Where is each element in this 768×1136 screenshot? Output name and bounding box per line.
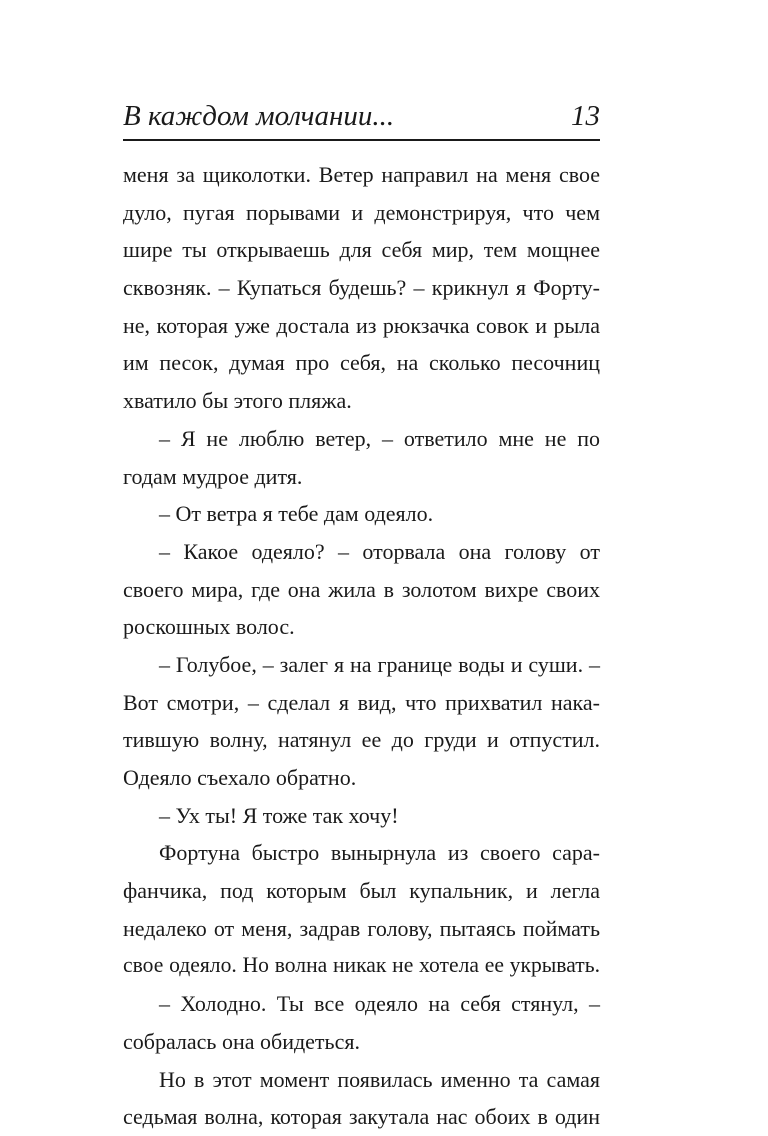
text-line: свое одеяло. Но волна никак не хотела ее укрывать. bbox=[123, 953, 600, 978]
text-line: – Какое одеяло? – оторвала она голову от bbox=[159, 538, 600, 564]
running-head bbox=[123, 96, 600, 136]
text-line: недалеко от меня, задрав голову, пытаясь поймать bbox=[123, 915, 600, 941]
text-line: – Холодно. Ты все одеяло на себя стянул, – bbox=[159, 991, 600, 1017]
text-line: хватило бы этого пляжа. bbox=[123, 388, 352, 414]
running-title: В каждом молчании... bbox=[123, 100, 395, 132]
text-line: Фортуна быстро вынырнула из своего сара- bbox=[159, 840, 600, 866]
text-line: – От ветра я тебе дам одеяло. bbox=[159, 501, 434, 527]
page-number: 13 bbox=[571, 100, 600, 132]
body-text bbox=[123, 156, 600, 1136]
text-line: меня за щиколотки. Ветер направил на меня свое bbox=[123, 162, 600, 187]
text-line: – Я не люблю ветер, – ответило мне не по bbox=[159, 425, 600, 451]
text-line: своего мира, где она жила в золотом вихре своих bbox=[123, 576, 600, 602]
text-line: сквозняк. – Купаться будешь? – крикнул я Форту- bbox=[123, 275, 600, 301]
text-line: не, которая уже достала из рюкзачка совок и рыла bbox=[123, 312, 600, 338]
text-line: седьмая волна, которая закутала нас обоих в один bbox=[123, 1104, 600, 1130]
text-line: им песок, думая про себя, на сколько песочниц bbox=[123, 350, 600, 376]
header-rule bbox=[123, 139, 600, 141]
text-line: – Ух ты! Я тоже так хочу! bbox=[159, 802, 399, 828]
text-line: – Голубое, – залег я на границе воды и суши. – bbox=[159, 651, 600, 677]
text-line: годам мудрое дитя. bbox=[123, 463, 303, 489]
text-line: Но в этот момент появилась именно та самая bbox=[159, 1066, 600, 1092]
text-line: шире ты открываешь для себя мир, тем мощнее bbox=[123, 237, 600, 263]
text-line: собралась она обидеться. bbox=[123, 1028, 360, 1054]
text-line: Вот смотри, – сделал я вид, что прихватил нака- bbox=[123, 689, 600, 715]
text-line: Одеяло съехало обратно. bbox=[123, 765, 357, 790]
text-line: фанчика, под которым был купальник, и легла bbox=[123, 878, 600, 904]
text-line: дуло, пугая порывами и демонстрируя, что чем bbox=[123, 199, 600, 225]
text-line: роскошных волос. bbox=[123, 614, 295, 640]
text-line: тившую волну, натянул ее до груди и отпустил. bbox=[123, 727, 600, 753]
